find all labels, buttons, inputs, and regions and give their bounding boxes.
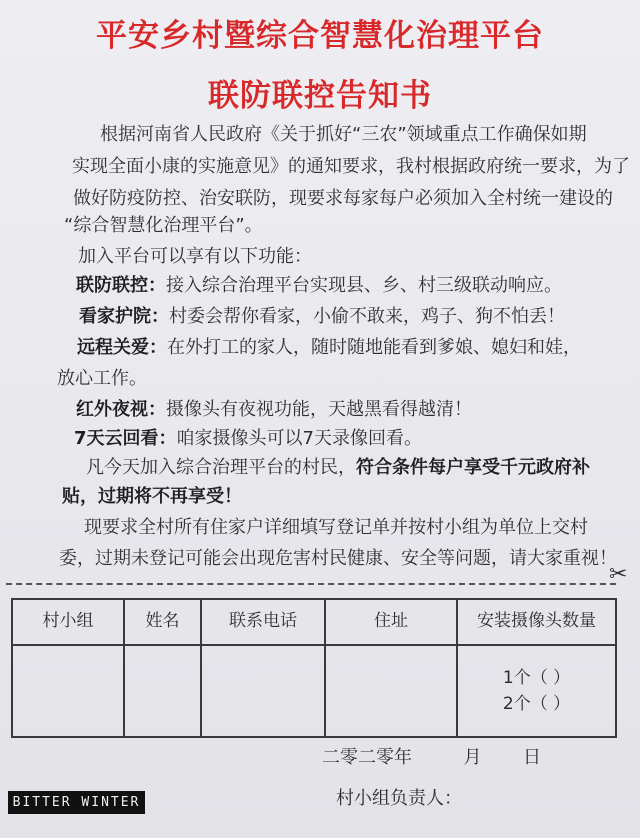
intro-line-3: 做好防疫防控、治安联防，现要求每家每户必须加入全村统一建设的: [73, 188, 613, 209]
feature-joint-defense: [76, 275, 562, 297]
require-line-1: 现要求全村所有住家户详细填写登记单并按村小组为单位上交村: [84, 517, 588, 538]
col-header-camera-count: 安装摄像头数量: [457, 599, 616, 645]
feature-text: 接入综合治理平台实现县、乡、村三级联动响应。: [166, 275, 562, 296]
intro-line-4: “综合智慧化治理平台”。: [64, 215, 263, 236]
feature-label: 看家护院：: [79, 306, 169, 327]
subsidy-line-1: [86, 457, 590, 479]
col-header-village-group: 村小组: [12, 599, 124, 645]
intro-line-2: 实现全面小康的实施意见》的通知要求，我村根据政府统一要求，为了: [72, 156, 630, 177]
feature-remote-care: [77, 337, 581, 359]
camera-option-1[interactable]: 1个（ ）: [502, 668, 571, 688]
feature-night-vision: [76, 399, 472, 421]
notice-subtitle: 联防联控告知书: [208, 78, 432, 114]
cut-line: [6, 583, 616, 585]
subsidy-line-2: 贴，过期将不再享受！: [62, 486, 242, 507]
cell-village-group[interactable]: [12, 645, 124, 737]
feature-label: 远程关爱：: [77, 337, 167, 358]
features-intro: 加入平台可以享有以下功能：: [78, 246, 312, 267]
feature-label: 红外夜视：: [76, 399, 166, 420]
subsidy-text: 凡今天加入综合治理平台的村民，: [86, 457, 356, 478]
date-line: [322, 743, 541, 769]
scissors-icon: ✂: [609, 562, 628, 587]
table-row: [12, 645, 616, 737]
feature-remote-care-cont: 放心工作。: [57, 368, 147, 389]
cell-address[interactable]: [325, 645, 457, 737]
feature-cloud-playback: [74, 428, 422, 450]
col-header-name: 姓名: [124, 599, 201, 645]
feature-text: 在外打工的家人，随时随地能看到爹娘、媳妇和娃，: [167, 337, 581, 358]
feature-label: 联防联控：: [76, 275, 166, 296]
feature-home-guard: [79, 306, 565, 328]
cell-name[interactable]: [124, 645, 201, 737]
intro-line-1: 根据河南省人民政府《关于抓好“三农”领域重点工作确保如期: [100, 124, 587, 145]
cell-phone[interactable]: [201, 645, 325, 737]
date-year: 二零二零年: [322, 747, 412, 768]
feature-text: 村委会帮你看家，小偷不敢来，鸡子、狗不怕丢！: [169, 306, 565, 327]
feature-text: 摄像头有夜视功能，天越黑看得越清！: [166, 399, 472, 420]
col-header-phone: 联系电话: [201, 599, 325, 645]
cell-camera-count: [457, 645, 616, 737]
feature-text: 咱家摄像头可以7天录像回看。: [176, 428, 422, 449]
feature-label: 7天云回看：: [74, 428, 177, 449]
registration-table: [11, 598, 617, 738]
group-leader-label: 村小组负责人：: [336, 788, 462, 809]
col-header-address: 住址: [325, 599, 457, 645]
notice-title: 平安乡村暨综合智慧化治理平台: [96, 18, 544, 54]
watermark-logo: BITTER WINTER: [8, 791, 145, 814]
date-month: 月: [463, 747, 482, 768]
subsidy-highlight: 符合条件每户享受千元政府补: [356, 457, 590, 478]
require-line-2: 委，过期未登记可能会出现危害村民健康、安全等问题，请大家重视！: [59, 548, 617, 569]
date-day: 日: [522, 747, 541, 768]
camera-option-2[interactable]: 2个（ ）: [502, 694, 571, 714]
table-header-row: [12, 599, 616, 645]
